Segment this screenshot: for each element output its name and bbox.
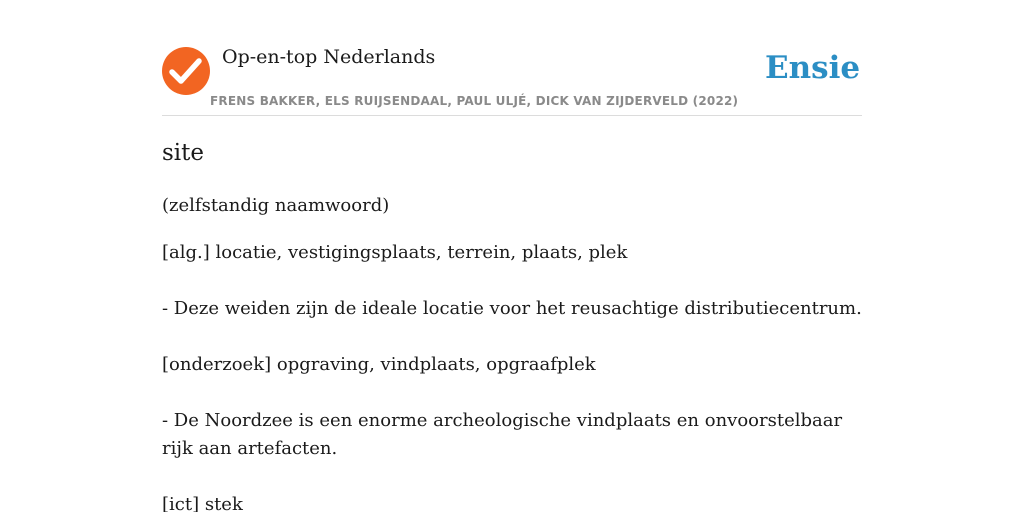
definition-research: [onderzoek] opgraving, vindplaats, opgraafplek bbox=[162, 354, 596, 375]
header-divider bbox=[162, 115, 862, 116]
word-class: (zelfstandig naamwoord) bbox=[162, 195, 390, 216]
definition-ict: [ict] stek bbox=[162, 494, 243, 512]
checkmark-circle-icon bbox=[162, 47, 210, 95]
example-research: - De Noordzee is een enorme archeologische vindplaats en onvoorstelbaar rijk aan artefacten. bbox=[162, 410, 843, 459]
source-title[interactable]: Op-en-top Nederlands bbox=[222, 46, 436, 68]
headword: site bbox=[162, 140, 205, 166]
brand-logo[interactable]: Ensie bbox=[765, 50, 861, 86]
source-authors: FRENS BAKKER, ELS RUIJSENDAAL, PAUL ULJÉ, DICK VAN ZIJDERVELD (2022) bbox=[210, 94, 739, 108]
definition-general: [alg.] locatie, vestigingsplaats, terrein, plaats, plek bbox=[162, 242, 628, 263]
example-general: - Deze weiden zijn de ideale locatie voor het reusachtige distributiecentrum. bbox=[162, 298, 862, 319]
